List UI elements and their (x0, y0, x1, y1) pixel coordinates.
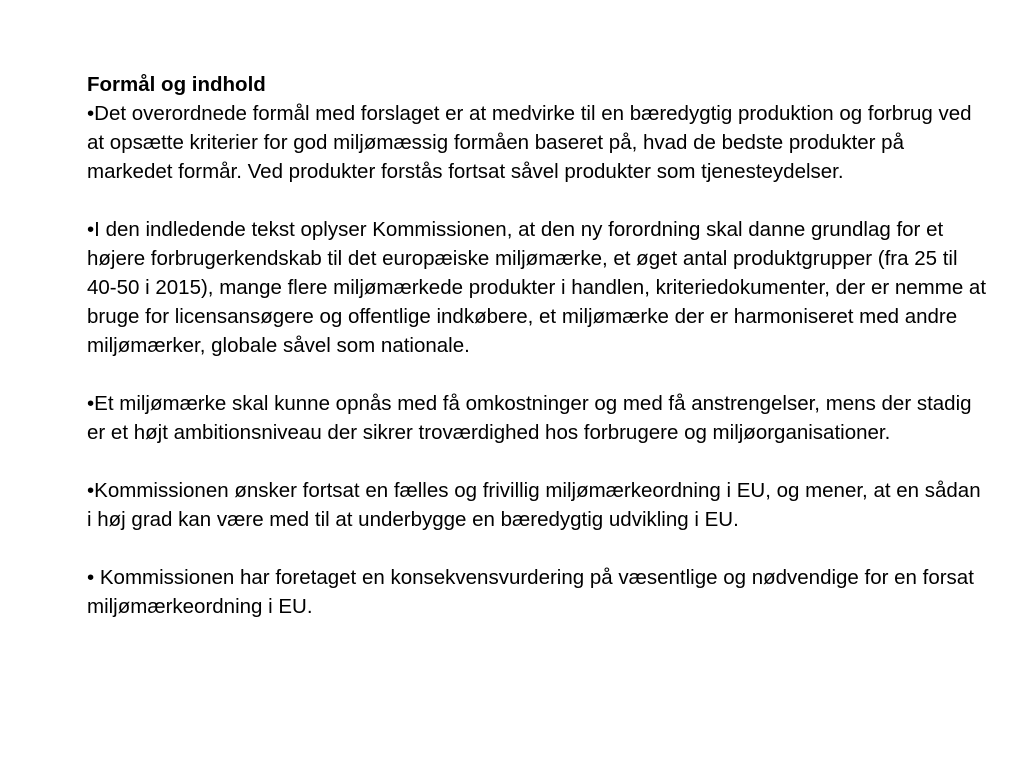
slide-heading: Formål og indhold (87, 73, 266, 96)
bullet-paragraph-4: •Kommissionen ønsker fortsat en fælles og frivillig miljømærkeordning i EU, og mener, at en sådan i høj grad kan være med til at underbygge en bæredygtig udvikling i EU. (87, 479, 981, 531)
bullet-paragraph-5: • Kommissionen har foretaget en konsekvensvurdering på væsentlige og nødvendige for en forsat miljømærkeordning i EU. (87, 566, 974, 618)
bullet-paragraph-2: •I den indledende tekst oplyser Kommissionen, at den ny forordning skal danne grundlag for et højere forbrugerkendskab til det europæiske miljømærke, et øget antal produktgrupper (fra 25 til 40-50 i 2015), mange flere miljømærkede produkter i handlen, kriteriedokumenter, der er nemme at bruge for licensansøgere og offentlige indkøbere, et miljømærke der er harmoniseret med andre miljømærker, globale såvel som nationale. (87, 218, 987, 357)
slide-text-body (87, 70, 987, 621)
bullet-paragraph-1: •Det overordnede formål med forslaget er at medvirke til en bæredygtig produktion og forbrug ved at opsætte kriterier for god miljømæssig formåen baseret på, hvad de bedste produkter på markedet formår. Ved produkter forstås fortsat såvel produkter som tjenesteydelser. (87, 102, 972, 183)
bullet-paragraph-3: •Et miljømærke skal kunne opnås med få omkostninger og med få anstrengelser, mens der stadig er et højt ambitionsniveau der sikrer troværdighed hos forbrugere og miljøorganisationer. (87, 392, 972, 444)
